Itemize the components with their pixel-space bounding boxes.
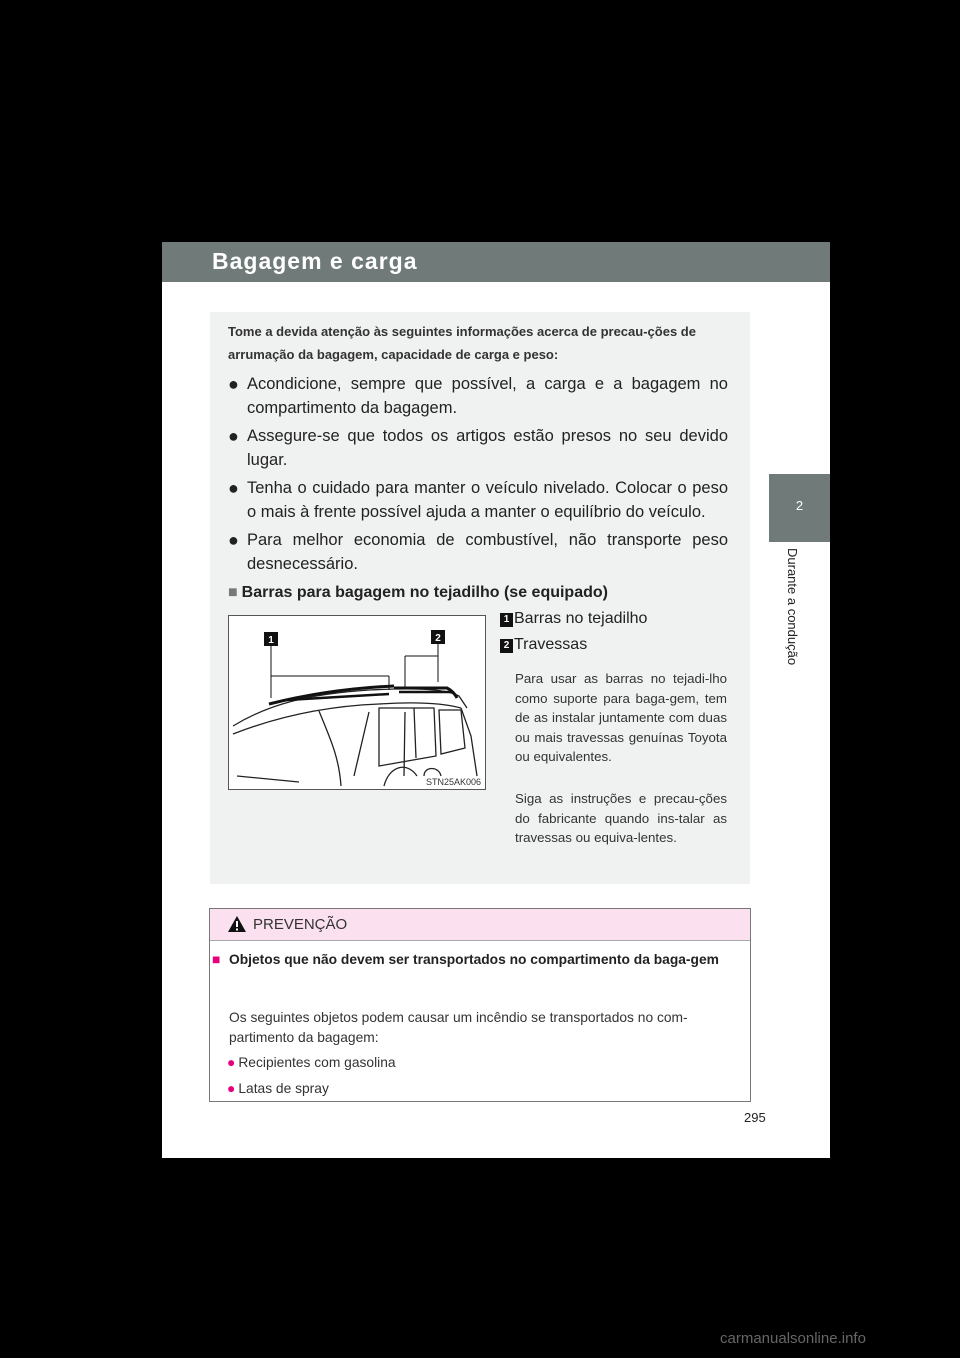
page-number: 295 xyxy=(744,1110,766,1125)
bullet-dot-icon: ● xyxy=(228,426,239,446)
watermark: carmanualsonline.info xyxy=(720,1330,866,1347)
bullet-dot-icon: ● xyxy=(228,374,239,394)
bullet-item xyxy=(228,424,728,472)
caution-header xyxy=(210,909,750,941)
manual-page xyxy=(162,242,830,1158)
caution-item xyxy=(227,1081,329,1096)
caution-subheading xyxy=(212,950,740,970)
bullet-item xyxy=(228,372,728,420)
roof-rack-note-2: Siga as instruções e precau-ções do fabricante quando ins-talar as travessas ou equiva-lentes. xyxy=(515,791,727,845)
chapter-number: 2 xyxy=(795,498,804,513)
info-box xyxy=(210,312,750,884)
title-bar xyxy=(162,242,830,282)
bullet-text: Acondicione, sempre que possível, a carga e a bagagem no compartimento da bagagem. xyxy=(247,375,728,417)
caution-item-text: Latas de spray xyxy=(238,1081,329,1096)
roof-rack-heading xyxy=(228,584,608,602)
roof-rack-note-1: Para usar as barras no tejadi-lho como suporte para baga-gem, tem de as instalar juntamente com duas ou mais travessas genuínas Toyota ou equivalentes. xyxy=(515,671,727,764)
bullet-text: Assegure-se que todos os artigos estão presos no seu devido lugar. xyxy=(247,427,728,469)
caution-box xyxy=(209,908,751,1102)
bullet-dot-icon: ● xyxy=(227,1055,236,1070)
bullet-dot-icon: ● xyxy=(227,1081,236,1096)
legend-item-1 xyxy=(500,610,647,628)
legend-item-2 xyxy=(500,636,587,654)
car-roof-drawing xyxy=(229,616,485,789)
roof-rack-illustration xyxy=(228,615,486,790)
roof-rack-heading-text: Barras para bagagem no tejadilho (se equipado) xyxy=(241,584,608,601)
caution-label: PREVENÇÃO xyxy=(253,916,348,933)
page-title: Bagagem e carga xyxy=(212,248,418,274)
caution-body: Os seguintes objetos podem causar um incêndio se transportados no com-partimento da bagagem: xyxy=(229,1010,688,1045)
chapter-tab xyxy=(769,474,830,542)
warning-triangle-icon xyxy=(227,915,247,933)
caution-item-text: Recipientes com gasolina xyxy=(238,1055,396,1070)
intro-text: Tome a devida atenção às seguintes informações acerca de precau-ções de arrumação da bagagem, capacidade de carga e peso: xyxy=(228,324,696,362)
bullet-dot-icon: ● xyxy=(228,530,239,550)
figure-code: STN25AK006 xyxy=(425,777,481,787)
chapter-label: Durante a condução xyxy=(785,548,800,666)
legend-number-2: 2 xyxy=(500,639,513,653)
svg-text:2: 2 xyxy=(435,633,441,644)
chapter-label-wrap xyxy=(780,548,820,688)
bullet-item xyxy=(228,476,728,524)
bullet-text: Tenha o cuidado para manter o veículo nivelado. Colocar o peso o mais à frente possível ajuda a manter o equilíbrio do veículo. xyxy=(247,479,728,521)
square-bullet-icon: ■ xyxy=(212,952,221,967)
bullet-text: Para melhor economia de combustível, não transporte peso desnecessário. xyxy=(247,531,728,573)
svg-text:1: 1 xyxy=(268,635,274,646)
square-bullet-icon: ■ xyxy=(228,584,238,601)
caution-subheading-text: Objetos que não devem ser transportados no compartimento da baga-gem xyxy=(229,952,719,967)
legend-label-2: Travessas xyxy=(514,636,588,653)
bullet-dot-icon: ● xyxy=(228,478,239,498)
legend-number-1: 1 xyxy=(500,613,513,627)
legend-label-1: Barras no tejadilho xyxy=(514,610,648,627)
bullet-item xyxy=(228,528,728,576)
caution-item xyxy=(227,1055,396,1070)
